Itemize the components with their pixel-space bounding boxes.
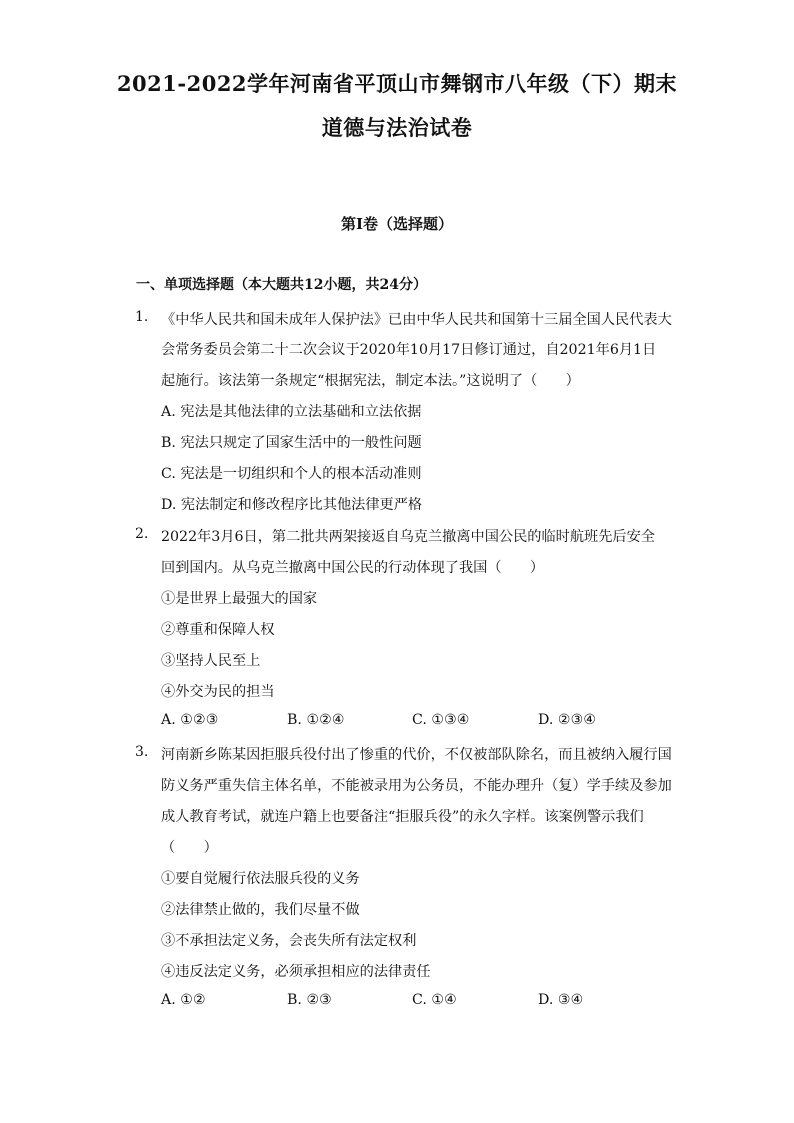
question-3-statement: ②法律禁止做的，我们尽量不做 [161, 902, 360, 918]
question-2-statement: ③坚持人民至上 [161, 653, 261, 669]
part-title: 第I卷（选择题） [340, 215, 454, 233]
question-3-option-a[interactable]: A. ①② [161, 992, 206, 1008]
question-3-stem-line: 成人教育考试，就连户籍上也要备注“拒服兵役”的永久字样。该案例警示我们 [161, 809, 644, 825]
question-2-option-b[interactable]: B. ①②④ [287, 712, 345, 728]
question-1-number: 1. [135, 309, 149, 325]
question-2-number: 2. [135, 526, 149, 542]
exam-title-line-1: 2021-2022学年河南省平顶山市舞钢市八年级（下）期末 [116, 71, 678, 96]
question-2-statement: ①是世界上最强大的国家 [161, 591, 318, 607]
question-2-option-d[interactable]: D. ②③④ [538, 712, 597, 728]
question-1-stem-line: 起施行。该法第一条规定“根据宪法，制定本法。”这说明了（ ） [161, 373, 580, 389]
question-2-option-c[interactable]: C. ①③④ [412, 712, 470, 728]
question-2-stem-line: 回到国内。从乌克兰撤离中国公民的行动体现了我国（ ） [161, 560, 545, 576]
exam-title-line-2: 道德与法治试卷 [321, 115, 473, 140]
question-3-stem-line: （ ） [161, 840, 218, 856]
question-3-statement: ③不承担法定义务，会丧失所有法定权利 [161, 933, 417, 949]
question-1-option-d[interactable]: D. 宪法制定和修改程序比其他法律更严格 [161, 497, 423, 513]
question-2-option-a[interactable]: A. ①②③ [161, 712, 219, 728]
question-3-stem-line: 防义务严重失信主体名单，不能被录用为公务员，不能办理升（复）学手续及参加 [161, 778, 672, 794]
section-title: 一、单项选择题（本大题共12小题，共24分） [136, 277, 427, 293]
question-3-statement: ④违反法定义务，必须承担相应的法律责任 [161, 964, 431, 980]
question-3-option-d[interactable]: D. ③④ [538, 992, 584, 1008]
question-3-option-c[interactable]: C. ①④ [412, 992, 457, 1008]
question-3-statement: ①要自觉履行依法服兵役的义务 [161, 871, 360, 887]
question-2-statement: ②尊重和保障人权 [161, 622, 275, 638]
question-2-stem-line: 2022年3月6日，第二批共两架接返自乌克兰撤离中国公民的临时航班先后安全 [161, 529, 655, 545]
question-1-option-a[interactable]: A. 宪法是其他法律的立法基础和立法依据 [161, 404, 422, 420]
question-2-statement: ④外交为民的担当 [161, 684, 275, 700]
question-1-stem-line: 《中华人民共和国未成年人保护法》已由中华人民共和国第十三届全国人民代表大 [161, 312, 672, 328]
question-3-options [161, 992, 681, 1012]
question-3-number: 3. [135, 744, 149, 760]
question-2-options [161, 712, 681, 732]
question-1-option-b[interactable]: B. 宪法只规定了国家生活中的一般性问题 [161, 435, 422, 451]
question-1-option-c[interactable]: C. 宪法是一切组织和个人的根本活动准则 [161, 466, 422, 482]
question-1-stem-line: 会常务委员会第二十二次会议于2020年10月17日修订通过，自2021年6月1日 [161, 342, 657, 358]
question-3-option-b[interactable]: B. ②③ [287, 992, 332, 1008]
question-3-stem-line: 河南新乡陈某因拒服兵役付出了惨重的代价，不仅被部队除名，而且被纳入履行国 [161, 747, 672, 763]
